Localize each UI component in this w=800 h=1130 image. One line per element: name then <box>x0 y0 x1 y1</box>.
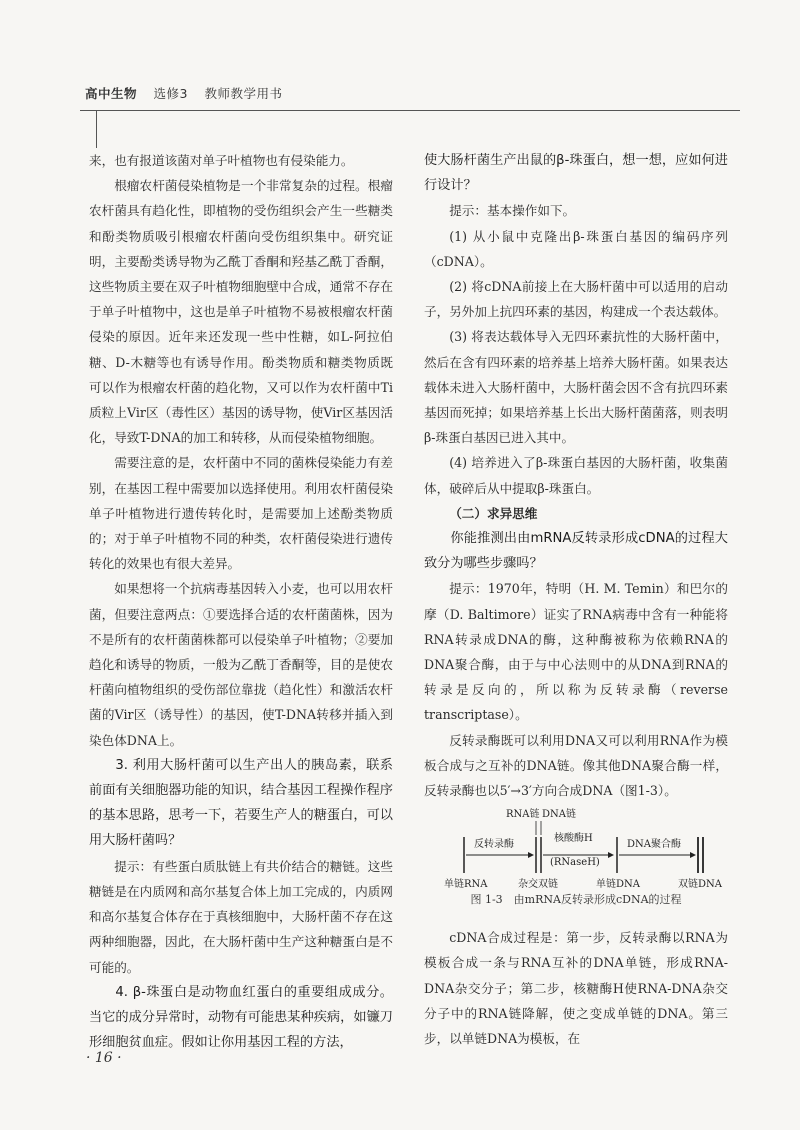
paragraph: 提示：有些蛋白质肽链上有共价结合的糖链。这些糖链是在内质网和高尔基复合体上加工完成的，内质网和高尔基复合体存在于真核细胞中，大肠杆菌不存在这两种细胞器，因此，在大肠杆菌中生产这种糖蛋白是不可能的。 <box>89 858 393 975</box>
label-hybrid-duplex: 杂交双链 <box>518 879 558 891</box>
label-dna-strand: DNA链 <box>542 809 576 821</box>
label-single-dna: 单链DNA <box>596 879 640 891</box>
paragraph: 根瘤农杆菌侵染植物是一个非常复杂的过程。根瘤农杆菌具有趋化性，即植物的受伤组织会产生一些糖类和酚类物质吸引根瘤农杆菌向受伤组织集中。研究证明，主要酚类诱导物为乙酰丁香酮和羟基乙酰丁香酮，这些物质主要在双子叶植物细胞壁中合成，通常不存在于单子叶植物中，这也是单子叶植物不易被根瘤农杆菌侵染的原因。近年来还发现一些中性糖，如L-阿拉伯糖、D-木糖等也有诱导作用。酚类物质和糖类物质既可以作为根瘤农杆菌的趋化物，又可以作为农杆菌中Ti质粒上Vir区（毒性区）基因的诱导物，使Vir区基因活化，导致T-DNA的加工和转移，从而侵染植物细胞。 <box>89 178 393 446</box>
section-heading: （二）求异思维 <box>449 505 538 521</box>
paragraph: (2) 将cDNA前接上在大肠杆菌中可以适用的启动子，另外加上抗四环素的基因，构建成一个表达载体。 <box>424 279 728 320</box>
label-reverse-transcriptase: 反转录酶 <box>474 839 514 851</box>
label-rna-strand: RNA链 <box>506 809 540 821</box>
header-volume: 选修3 <box>153 86 188 101</box>
question-4-continued: 使大肠杆菌生产出鼠的β-珠蛋白，想一想，应如何进行设计？ <box>424 153 728 194</box>
label-rnase-h: 核酸酶H <box>554 833 593 845</box>
header-book: 高中生物 <box>85 86 138 101</box>
running-header <box>85 84 725 102</box>
label-single-rna: 单链RNA <box>444 879 488 891</box>
paragraph: (3) 将表达载体导入无四环素抗性的大肠杆菌中，然后在含有四环素的培养基上培养大肠杆菌。如果表达载体未进入大肠杆菌中，大肠杆菌会因不含有抗四环素基因而死掉；如果培养基上长出大肠杆菌菌落，则表明β-珠蛋白基因已进入其中。 <box>424 329 728 446</box>
right-column <box>424 148 728 1051</box>
left-column <box>89 148 393 1055</box>
question-3: 3. 利用大肠杆菌可以生产出人的胰岛素，联系前面有关细胞器功能的知识，结合基因工程操作程序的基本思路，思考一下，若要生产人的糖蛋白，可以用大肠杆菌吗？ <box>89 757 393 849</box>
header-vertical-rule <box>96 110 97 148</box>
figure-1-3 <box>424 807 728 925</box>
paragraph: (1) 从小鼠中克隆出β-珠蛋白基因的编码序列（cDNA）。 <box>424 228 728 269</box>
header-rule <box>80 110 740 111</box>
paragraph: 提示：1970年，特明（H. M. Temin）和巴尔的摩（D. Baltimore）证实了RNA病毒中含有一种能将RNA转录成DNA的酶，这种酶被称为依赖RNA的DNA聚合酶，由于与中心法则中的从DNA到RNA的转录是反向的，所以称为反转录酶（reverse transcriptase）。 <box>424 581 728 723</box>
paragraph: 来，也有报道该菌对单子叶植物也有侵染能力。 <box>89 153 354 168</box>
paragraph: cDNA合成过程是：第一步，反转录酶以RNA为模板合成一条与RNA互补的DNA单链，形成RNA-DNA杂交分子；第二步，核糖酶H使RNA-DNA杂交分子中的RNA链降解，使之变成单链的DNA。第三步，以单链DNA为模板，在 <box>424 930 728 1047</box>
label-dna-polymerase: DNA聚合酶 <box>627 839 681 851</box>
paragraph: 反转录酶既可以利用DNA又可以利用RNA作为模板合成与之互补的DNA链。像其他DNA聚合酶一样，反转录酶也以5′→3′方向合成DNA（图1-3）。 <box>424 732 728 799</box>
question-inference: 你能推测出由mRNA反转录形成cDNA的过程大致分为哪些步骤吗？ <box>424 531 728 572</box>
paragraph: (4) 培养进入了β-珠蛋白基因的大肠杆菌，收集菌体，破碎后从中提取β-珠蛋白。 <box>424 455 728 496</box>
arrow-head-1 <box>528 852 534 858</box>
figure-caption: 图 1-3 由mRNA反转录形成cDNA的过程 <box>470 893 682 907</box>
arrow-head-2 <box>608 852 614 858</box>
label-rnase-h-abbrev: (RNaseH) <box>550 857 600 869</box>
question-4: 4. β-珠蛋白是动物血红蛋白的重要组成成分。当它的成分异常时，动物有可能患某种疾病，如镰刀形细胞贫血症。假如让你用基因工程的方法， <box>89 984 393 1051</box>
page-number: · 16 · <box>86 1050 122 1066</box>
paragraph: 提示：基本操作如下。 <box>449 203 576 219</box>
paragraph: 如果想将一个抗病毒基因转入小麦，也可以用农杆菌，但要注意两点：①要选择合适的农杆菌菌株，因为不是所有的农杆菌菌株都可以侵染单子叶植物；②要加趋化和诱导的物质，一般为乙酰丁香酮等，目的是使农杆菌向植物组织的受伤部位靠拢（趋化性）和激活农杆菌的Vir区（诱导性）的基因，使T-DNA转移并插入到染色体DNA上。 <box>89 581 393 748</box>
arrow-head-3 <box>690 852 696 858</box>
header-type: 教师教学用书 <box>204 86 283 101</box>
label-double-dna: 双链DNA <box>678 879 722 891</box>
paragraph: 需要注意的是，农杆菌中不同的菌株侵染能力有差别，在基因工程中需要加以选择使用。利用农杆菌侵染单子叶植物进行遗传转化时，是需要加上述酚类物质的；对于单子叶植物不同的种类，农杆菌侵染进行遗传转化的效果也有很大差异。 <box>89 455 393 572</box>
